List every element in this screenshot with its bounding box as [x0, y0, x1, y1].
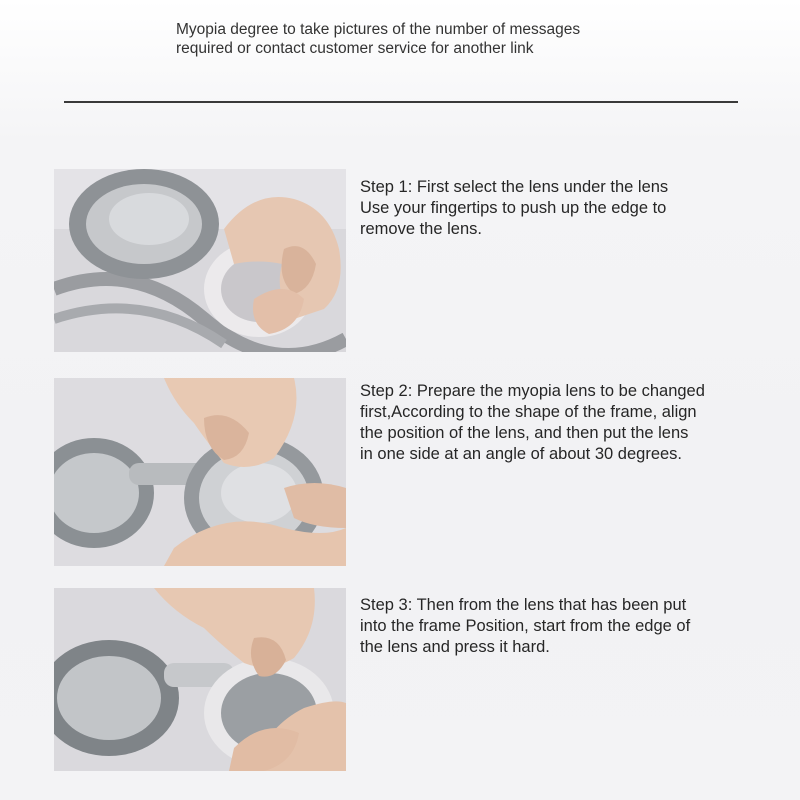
- section-divider: [64, 101, 738, 103]
- step-text-line: into the frame Position, start from the edge of: [360, 617, 691, 635]
- step-text-line: Step 1: First select the lens under the lens: [360, 178, 669, 196]
- step-2-text: [360, 381, 760, 465]
- intro-line: required or contact customer service for another link: [176, 40, 534, 57]
- step-3-text: [360, 595, 760, 658]
- step-text-line: remove the lens.: [360, 220, 482, 238]
- step-text-line: Step 3: Then from the lens that has been put: [360, 596, 687, 614]
- step-text-line: in one side at an angle of about 30 degrees.: [360, 445, 682, 463]
- intro-text: [176, 20, 736, 58]
- intro-line: Myopia degree to take pictures of the number of messages: [176, 21, 581, 38]
- step-text-line: Step 2: Prepare the myopia lens to be changed: [360, 382, 705, 400]
- step-text-line: the position of the lens, and then put the lens: [360, 424, 689, 442]
- step-text-line: Use your fingertips to push up the edge to: [360, 199, 667, 217]
- step-1-text: [360, 177, 760, 240]
- step-text-line: the lens and press it hard.: [360, 638, 550, 656]
- step-2-photo: [54, 378, 346, 566]
- step-text-line: first,According to the shape of the frame, align: [360, 403, 697, 421]
- step-1-photo: [54, 169, 346, 352]
- step-3-photo: [54, 588, 346, 771]
